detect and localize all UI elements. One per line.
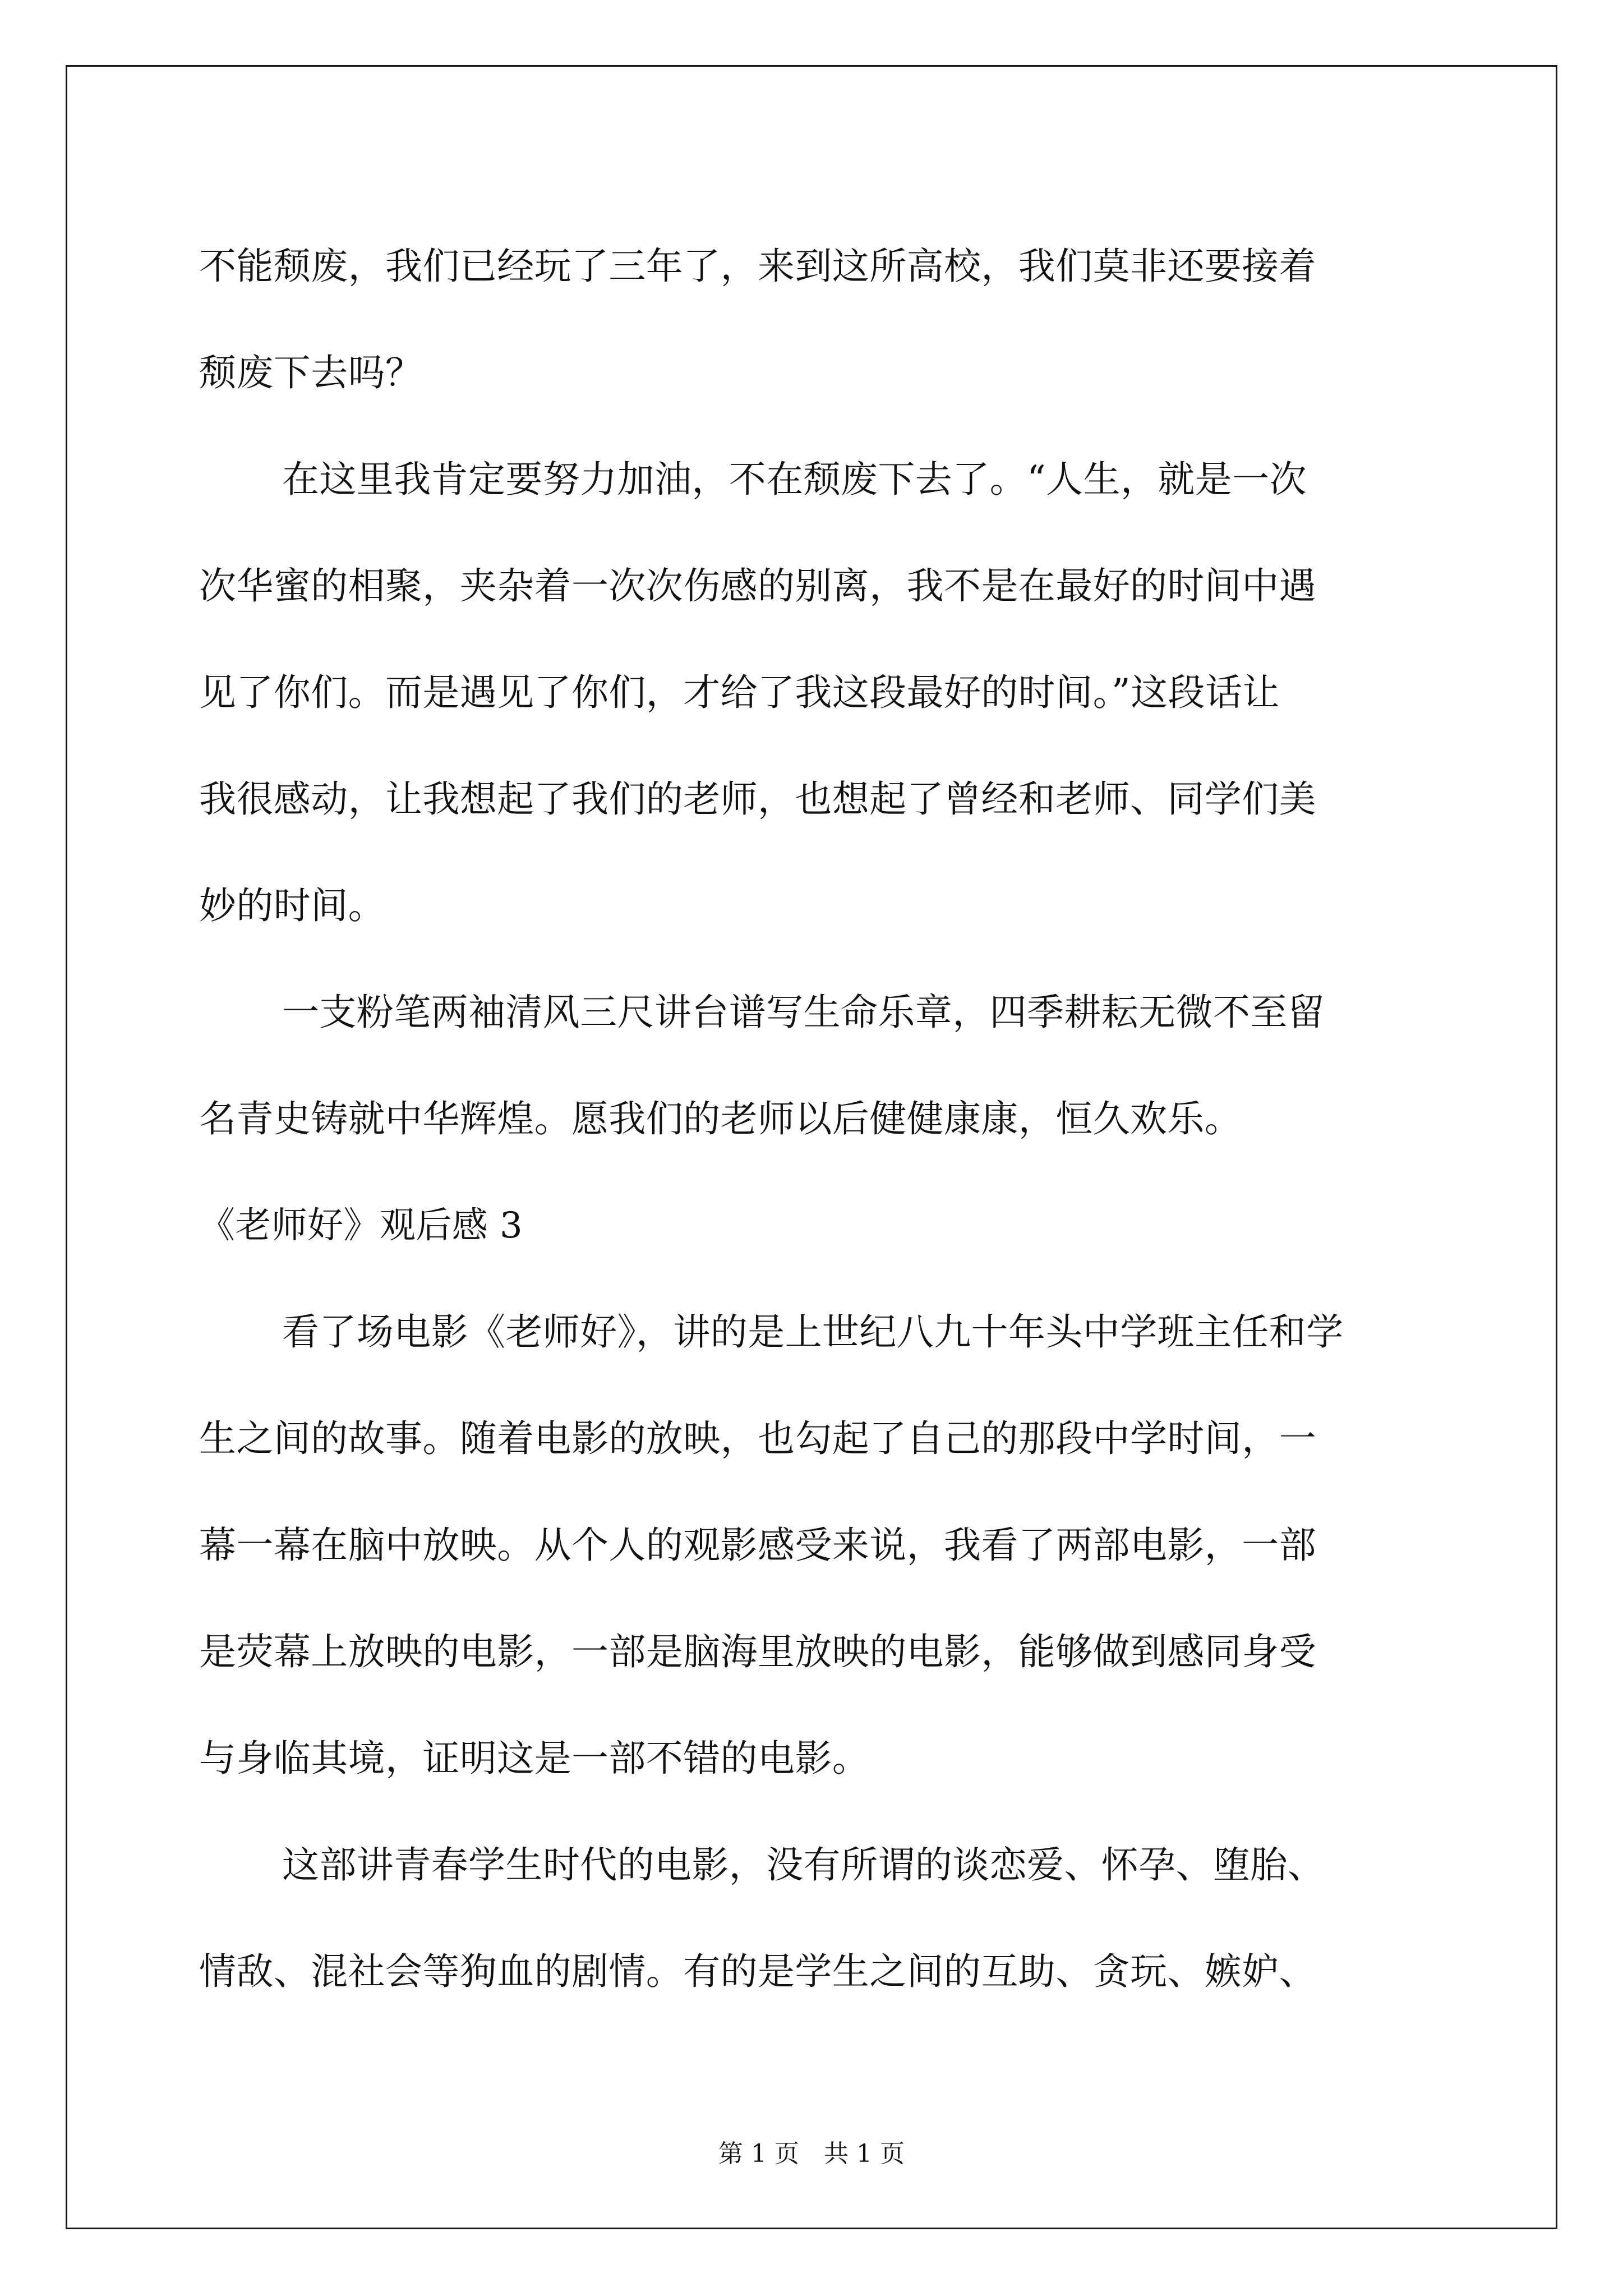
paragraph-start-line: 一支粉笔两袖清风三尺讲台谱写生命乐章，四季耕耘无微不至留: [282, 991, 1325, 1034]
text-line: 情敌、混社会等狗血的剧情。有的是学生之间的互助、贪玩、嫉妒、: [199, 1950, 1316, 1993]
text-line: 是荧幕上放映的电影，一部是脑海里放映的电影，能够做到感同身受: [199, 1630, 1316, 1673]
text-line: 妙的时间。: [199, 884, 385, 927]
text-line: 不能颓废，我们已经玩了三年了，来到这所高校，我们莫非还要接着: [199, 245, 1316, 288]
text-line: 生之间的故事。随着电影的放映，也勾起了自己的那段中学时间，一: [199, 1417, 1316, 1460]
text-line: 次华蜜的相聚，夹杂着一次次伤感的别离，我不是在最好的时间中遇: [199, 564, 1316, 608]
text-line: 见了你们。而是遇见了你们，才给了我这段最好的时间。”这段话让: [199, 671, 1280, 714]
text-line: 名青史铸就中华辉煌。愿我们的老师以后健健康康，恒久欢乐。: [199, 1097, 1242, 1140]
section-heading: 《老师好》观后感 3: [199, 1205, 523, 1246]
page-footer: 第 1 页 共 1 页: [718, 2139, 905, 2168]
text-line: 幕一幕在脑中放映。从个人的观影感受来说，我看了两部电影，一部: [199, 1524, 1316, 1567]
text-line: 与身临其境，证明这是一部不错的电影。: [199, 1737, 870, 1780]
paragraph-start-line: 这部讲青春学生时代的电影，没有所谓的谈恋爱、怀孕、堕胎、: [282, 1843, 1325, 1887]
paragraph-start-line: 在这里我肯定要努力加油，不在颓废下去了。“人生，就是一次: [282, 458, 1307, 501]
document-body: [199, 213, 1424, 2025]
text-line: 颓废下去吗？: [199, 351, 423, 394]
text-line: 我很感动，让我想起了我们的老师，也想起了曾经和老师、同学们美: [199, 777, 1316, 821]
paragraph-start-line: 看了场电影《老师好》，讲的是上世纪八九十年头中学班主任和学: [282, 1310, 1344, 1354]
